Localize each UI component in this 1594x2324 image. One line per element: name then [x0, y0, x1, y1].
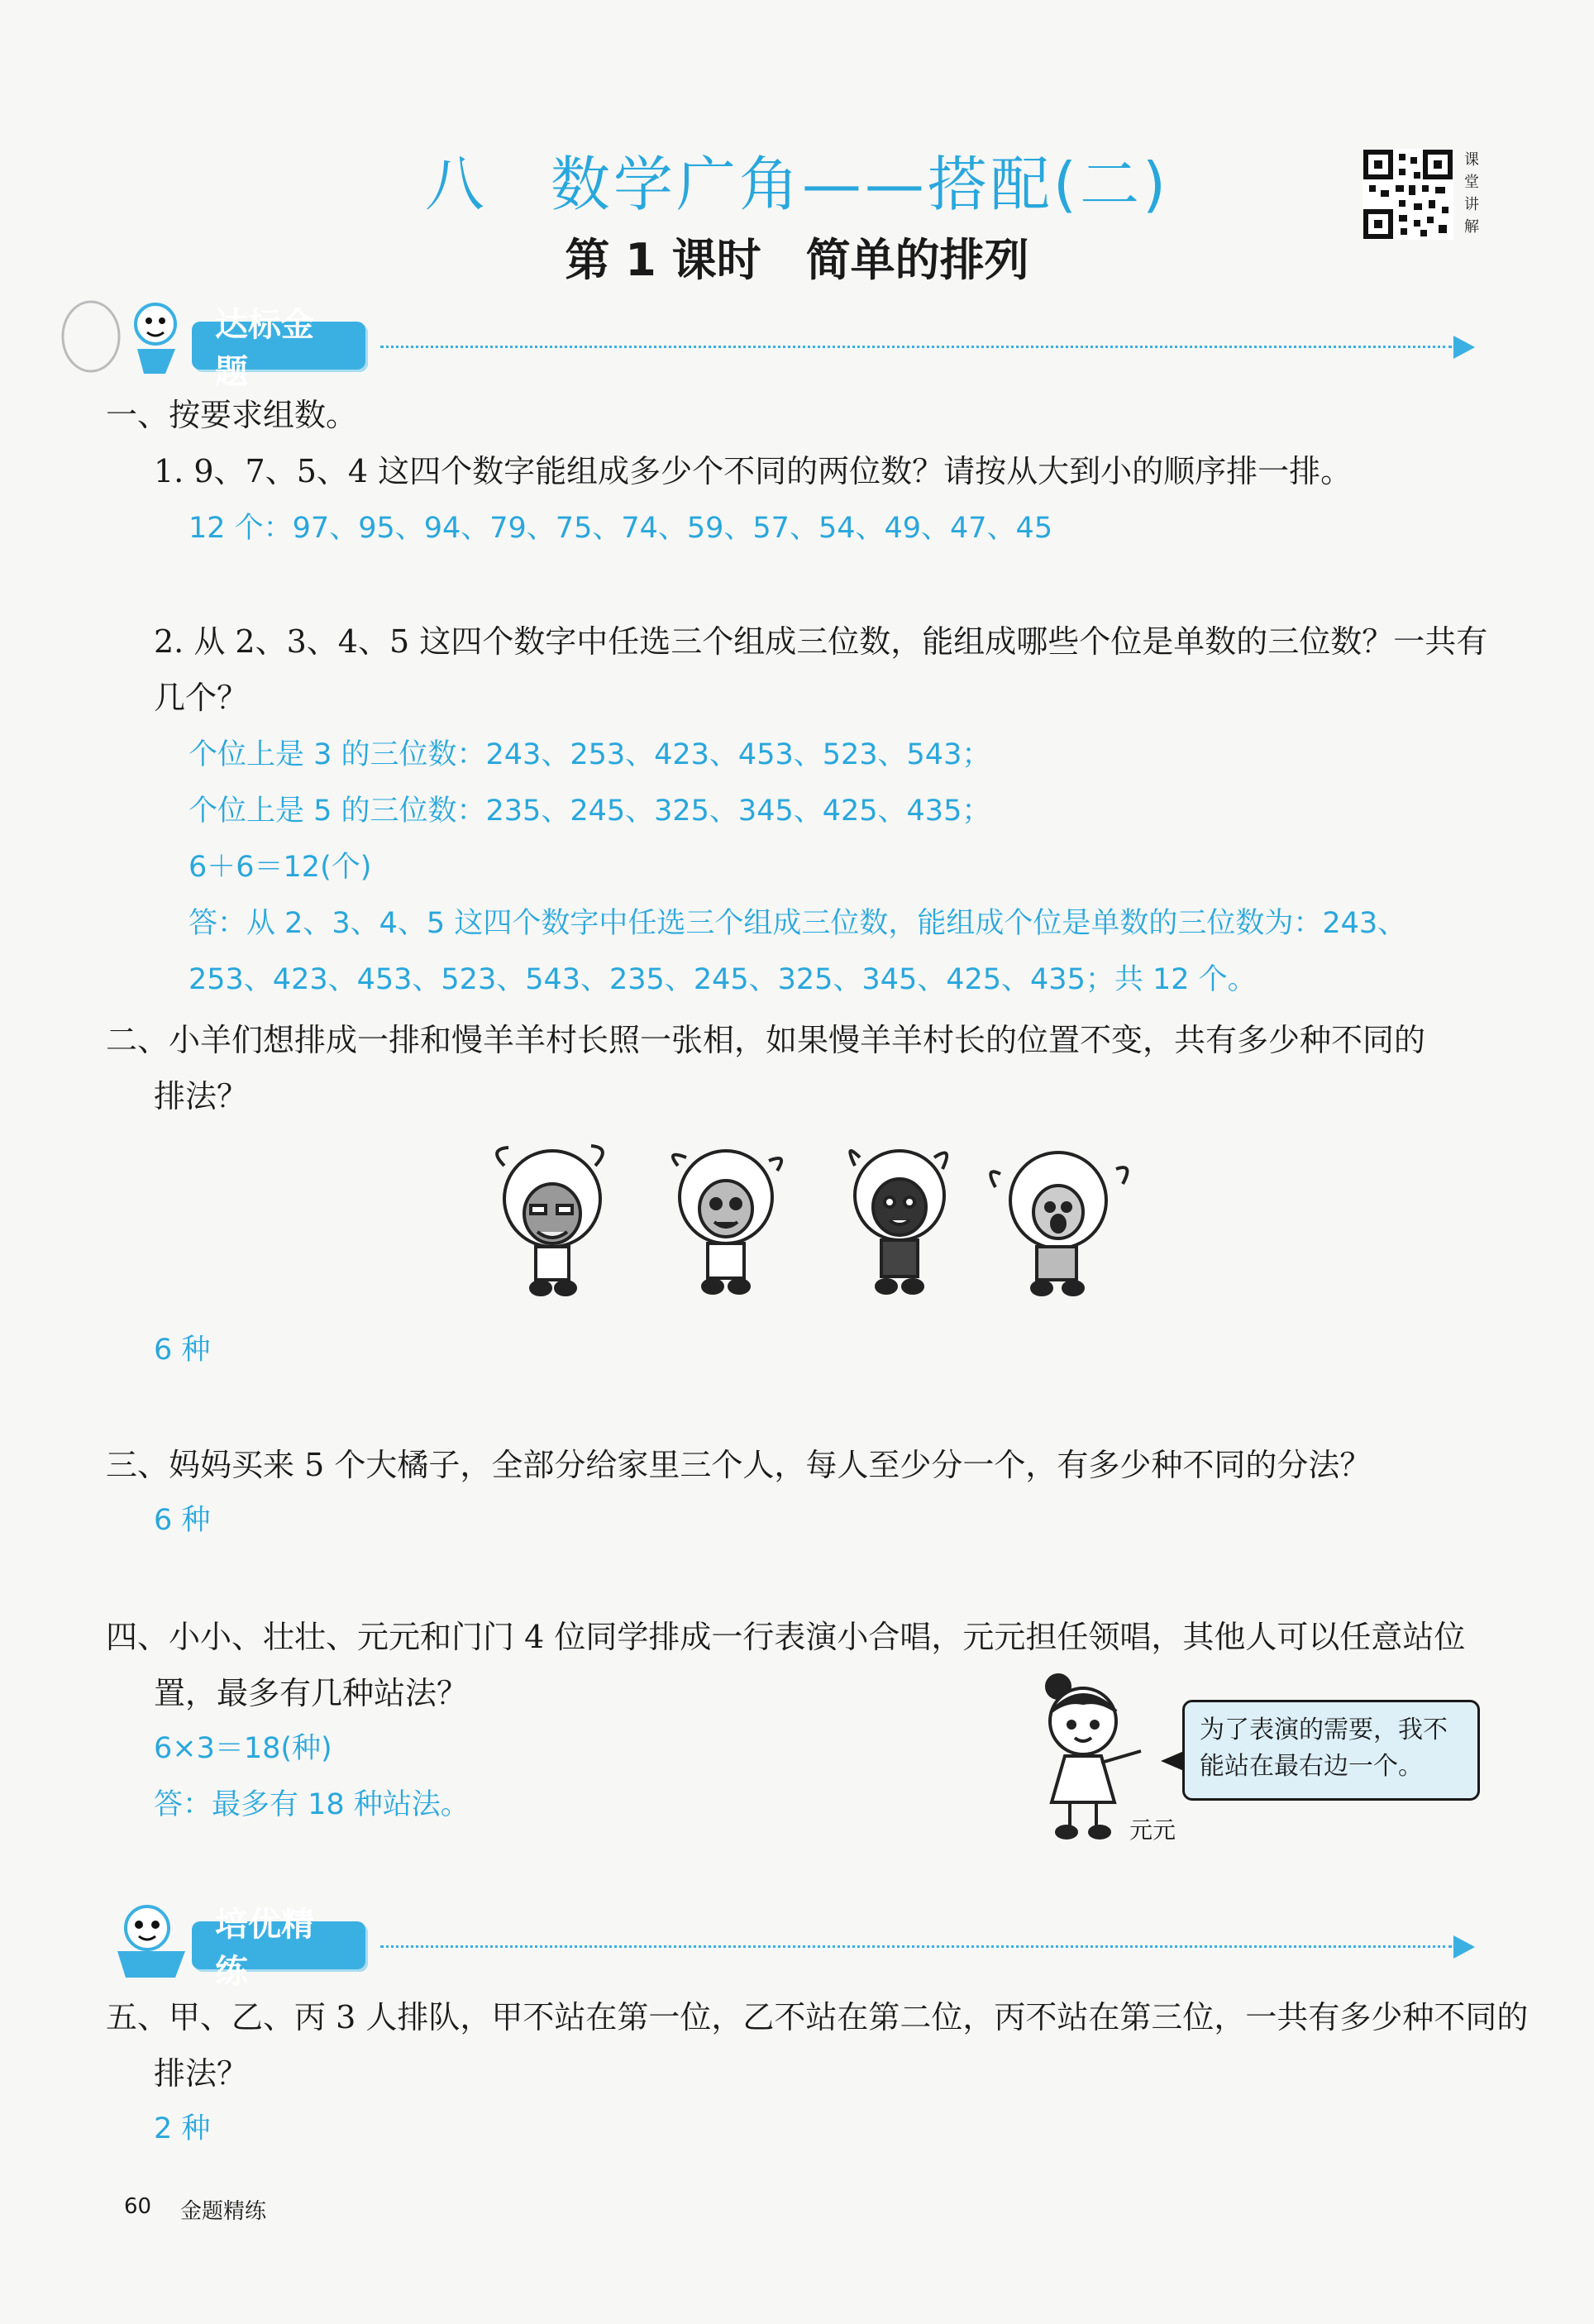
sheep-icon — [850, 1151, 947, 1293]
q2-answer: 6 种 — [154, 1334, 211, 1367]
section-banner-basic: 达标金题 — [192, 322, 365, 370]
q4-answer-line2: 答：最多有 18 种站法。 — [154, 1788, 470, 1821]
sheep-illustration — [488, 1141, 1133, 1306]
speech-line2: 能站在最右边一个。 — [1200, 1751, 1423, 1781]
q5-line1: 五、甲、乙、丙 3 人排队，甲不站在第一位，乙不站在第二位，丙不站在第三位，一共有多少种不同的 — [106, 1999, 1529, 2035]
q4-answer-line1: 6×3＝18(种) — [154, 1732, 332, 1765]
q1-2-answer-line4: 答：从 2、3、4、5 这四个数字中任选三个组成三位数，能组成个位是单数的三位数为：243、 — [189, 907, 1407, 940]
q5-answer: 2 种 — [154, 2112, 211, 2145]
lesson-title: 第 1 课时 简单的排列 — [565, 234, 1029, 286]
q1-2-question-line2: 几个？ — [154, 680, 249, 716]
arrow-right-icon — [1453, 336, 1475, 359]
q1-2-question-line1: 2. 从 2、3、4、5 这四个数字中任选三个组成三位数，能组成哪些个位是单数的三位数？一共有 — [154, 623, 1488, 660]
q1-2-answer-line1: 个位上是 3 的三位数：243、253、423、453、523、543； — [189, 738, 991, 771]
q5-line2: 排法？ — [154, 2055, 249, 2092]
qr-label: 课 堂 讲 解 — [1464, 151, 1479, 236]
page-number: 60 — [124, 2194, 152, 2219]
sheep-icon — [673, 1151, 781, 1293]
banner-divider — [380, 1945, 1452, 1948]
girl-name-label: 元元 — [1129, 1816, 1176, 1844]
q4-line1: 四、小小、壮壮、元元和门门 4 位同学排成一行表演小合唱，元元担任领唱，其他人可以任意站位 — [106, 1619, 1466, 1655]
arrow-right-icon — [1453, 1935, 1475, 1959]
section-banner-advanced: 培优精练 — [192, 1921, 365, 1969]
book-name: 金题精练 — [180, 2199, 267, 2224]
q3-line1: 三、妈妈买来 5 个大橘子，全部分给家里三个人，每人至少分一个，有多少种不同的分法？ — [106, 1447, 1372, 1483]
banner-divider — [380, 346, 1452, 348]
chapter-title: 八 数学广角——搭配(二) — [424, 150, 1170, 219]
qr-code-icon[interactable] — [1363, 149, 1453, 240]
mascot-stamp-icon — [58, 291, 182, 382]
q1-1-question: 1. 9、7、5、4 这四个数字能组成多少个不同的两位数？请按从大到小的顺序排一排。 — [154, 453, 1353, 489]
q2-line1: 二、小羊们想排成一排和慢羊羊村长照一张相，如果慢羊羊村长的位置不变，共有多少种不同的 — [106, 1022, 1426, 1058]
speech-line1: 为了表演的需要，我不 — [1200, 1716, 1448, 1744]
speech-bubble — [1182, 1700, 1480, 1801]
q1-2-answer-line5: 253、423、453、523、543、235、245、325、345、425、435；共 12 个。 — [189, 963, 1257, 996]
q3-answer: 6 种 — [154, 1504, 211, 1537]
q1-1-answer: 12 个：97、95、94、79、75、74、59、57、54、49、47、45 — [189, 512, 1053, 545]
q1-heading: 一、按要求组数。 — [106, 397, 358, 433]
q1-2-answer-line3: 6＋6＝12(个) — [189, 851, 372, 884]
speech-bubble-tail — [1161, 1751, 1184, 1771]
q1-2-answer-line2: 个位上是 5 的三位数：235、245、325、345、425、435； — [189, 795, 991, 828]
sheep-icon — [497, 1146, 603, 1295]
sheep-icon — [990, 1152, 1127, 1295]
q4-line2: 置，最多有几种站法？ — [154, 1675, 469, 1711]
mascot-panda-icon — [106, 1898, 197, 1981]
q2-line2: 排法？ — [154, 1078, 249, 1114]
